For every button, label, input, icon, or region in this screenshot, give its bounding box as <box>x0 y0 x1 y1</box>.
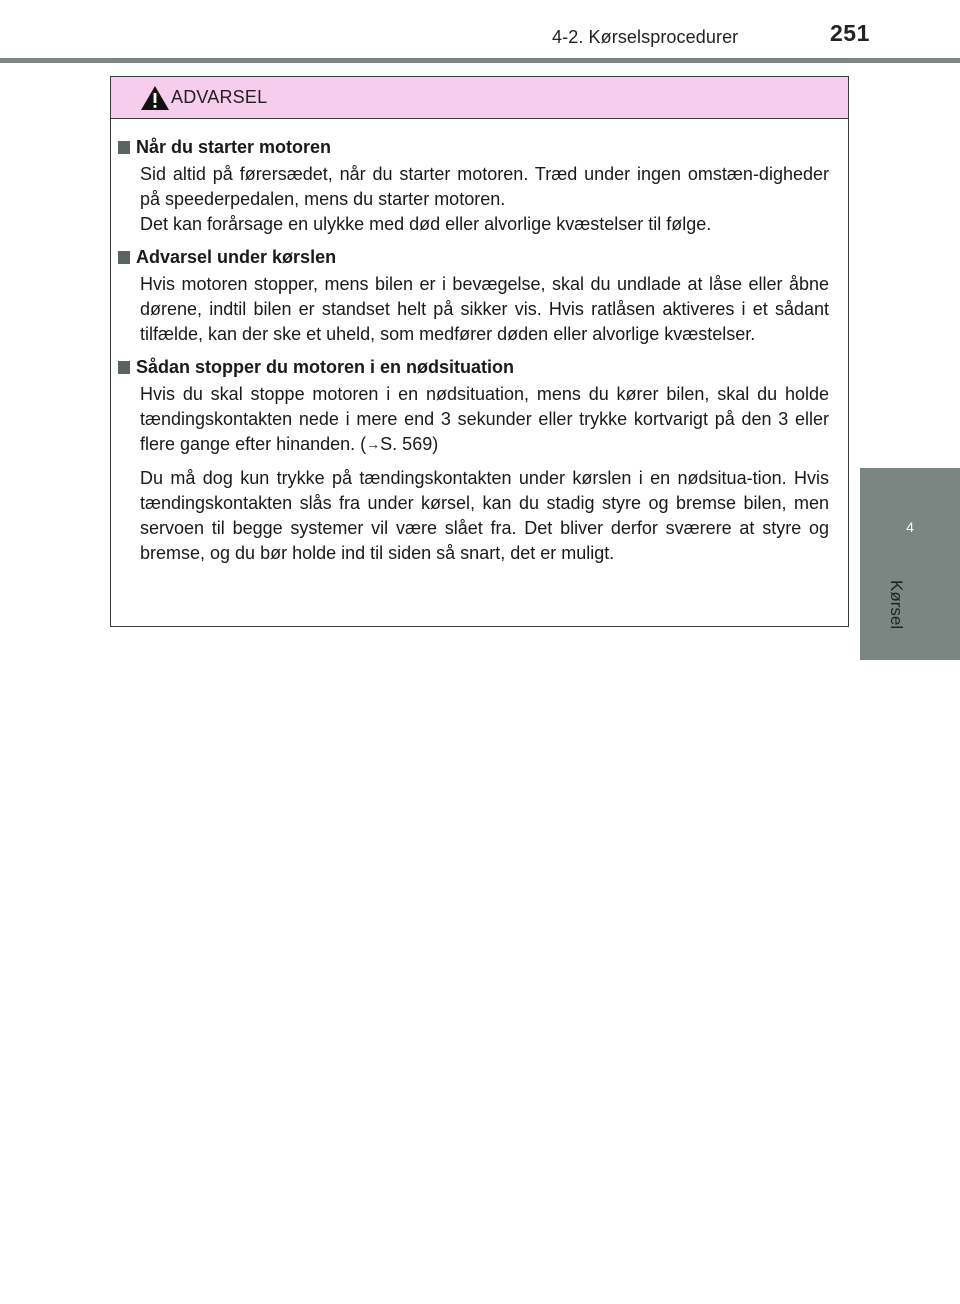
section-emergency-stop <box>111 355 848 566</box>
paragraph-text: Hvis du skal stoppe motoren i en nødsituation, mens du kører bilen, skal du holde tændingskontakten nede i mere end 3 sekunder eller trykke kortvarigt på den 3 eller flere gange efter hinanden. ( <box>140 384 829 454</box>
section-heading-text: Sådan stopper du motoren i en nødsituation <box>136 357 515 377</box>
chapter-label: Kørsel <box>887 580 906 630</box>
reference-close: ) <box>432 434 439 454</box>
paragraph: Du må dog kun trykke på tændingskontakten under kørslen i en nødsitua-tion. Hvis tændingskontakten slås fra under kørsel, kan du stadig styre og bremse bilen, men servoen til begge systemer vil være slået fra. Det bliver derfor sværere at styre og bremse, og du bør holde ind til siden så snart, det er muligt. <box>140 468 829 563</box>
square-bullet-icon <box>118 361 130 374</box>
page-number: 251 <box>830 20 870 46</box>
paragraph: Sid altid på førersædet, når du starter motoren. Træd under ingen omstæn-digheder på speederpedalen, mens du starter motoren. <box>140 164 829 209</box>
chapter-tab[interactable] <box>860 468 960 660</box>
arrow-right-icon: → <box>366 436 381 452</box>
paragraph: Det kan forårsage en ulykke med død eller alvorlige kvæstelser til følge. <box>140 214 712 234</box>
section-title: 4-2. Kørselsprocedurer <box>552 27 739 47</box>
square-bullet-icon <box>118 251 130 264</box>
warning-triangle-icon <box>140 85 170 111</box>
section-driving-warning <box>111 245 848 347</box>
warning-title: ADVARSEL <box>171 87 268 107</box>
section-heading <box>111 355 848 380</box>
section-starting-engine <box>111 135 848 237</box>
section-heading <box>111 245 848 270</box>
paragraph: Hvis motoren stopper, mens bilen er i bevægelse, skal du undlade at låse eller åbne dørene, indtil bilen er standset helt på sikker vis. Hvis ratlåsen aktiveres i et sådant tilfælde, kan der ske et uheld, som medfører døden eller alvorlige kvæstelser. <box>140 274 829 344</box>
section-heading <box>111 135 848 160</box>
warning-box <box>110 76 849 627</box>
paragraph <box>111 382 848 457</box>
square-bullet-icon <box>118 141 130 154</box>
warning-header <box>111 77 848 119</box>
page-reference-link[interactable]: S. 569 <box>380 434 433 454</box>
section-heading-text: Når du starter motoren <box>136 137 332 157</box>
warning-body <box>111 135 848 574</box>
chapter-number: 4 <box>906 519 914 535</box>
header-rule <box>0 58 960 63</box>
page-header <box>0 0 960 47</box>
section-heading-text: Advarsel under kørslen <box>136 247 337 267</box>
